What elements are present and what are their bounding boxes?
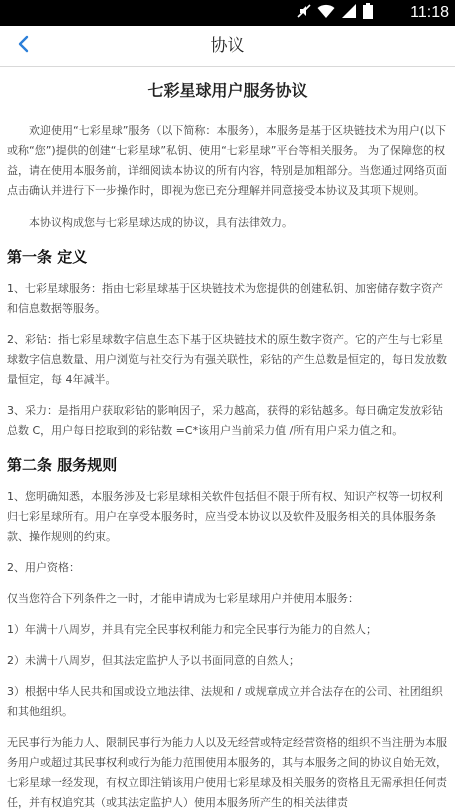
rule-item-2: 2、用户资格：	[7, 561, 80, 574]
intro-paragraph-2: 本协议构成您与七彩星球达成的协议，具有法律效力。	[29, 216, 293, 229]
definition-item-3: 3、采力：是指用户获取彩钻的影响因子，采力越高，获得的彩钻越多。每日确定发放彩钻总数 C，用户每日挖取到的彩钻数 =C*该用户当前采力值 /所有用户采力值之和。	[7, 404, 443, 437]
intro-paragraph: 欢迎使用“七彩星球”服务（以下简称：本服务），本服务是基于区块链技术为用户(以下或称“您”)提供的创建“七彩星球”私钥、使用“七彩星球”平台等相关服务。 为了保障您的权益，请在使用本服务前，详细阅读本协议的所有内容，特别是加粗部分。当您通过网络页面点击确认并进行下一步操作时，即视为您已充分理解并同意接受本协议及其项下规则。	[7, 124, 447, 197]
nav-bar	[0, 26, 455, 67]
signal-icon	[341, 3, 357, 23]
agreement-content[interactable]	[0, 67, 455, 809]
rule-item-1: 1、您明确知悉，本服务涉及七彩星球相关软件包括但不限于所有权、知识产权等一切权利归七彩星球所有。用户在享受本服务时，应当受本协议以及软件及服务相关的具体服务条款、操作规则的约束。	[7, 490, 443, 543]
eligibility-item-2: 2）未满十八周岁，但其法定监护人予以书面同意的自然人；	[7, 654, 300, 667]
rule-eligibility-lead: 仅当您符合下列条件之一时，才能申请成为七彩星球用户并使用本服务：	[7, 592, 359, 605]
section-heading-definitions: 第一条 定义	[7, 248, 88, 266]
mute-icon	[297, 3, 311, 23]
definition-item-1: 1、七彩星球服务：指由七彩星球基于区块链技术为您提供的创建私钥、加密储存数字资产和信息数据等服务。	[7, 282, 443, 315]
battery-icon	[363, 3, 373, 23]
status-bar	[0, 0, 455, 26]
page-title: 协议	[210, 36, 245, 56]
status-time: 11:18	[410, 4, 449, 21]
wifi-icon	[317, 3, 335, 23]
status-icons	[297, 4, 373, 22]
eligibility-note: 无民事行为能力人、限制民事行为能力人以及无经营或特定经营资格的组织不当注册为本服务用户或超过其民事权利或行为能力范围使用本服务的，其与本服务之间的协议自始无效，七彩星球一经发现，有权立即注销该用户使用七彩星球及相关服务的资格且无需承担任何责任，并有权追究其（或其法定监护人）使用本服务所产生的相关法律责	[7, 736, 447, 809]
document-title: 七彩星球用户服务协议	[147, 81, 308, 100]
eligibility-item-1: 1）年满十八周岁，并具有完全民事权利能力和完全民事行为能力的自然人；	[7, 623, 377, 636]
section-heading-service-rules: 第二条 服务规则	[7, 456, 118, 474]
eligibility-item-3: 3）根据中华人民共和国或设立地法律、法规和 / 或规章成立并合法存在的公司、社团组织和其他组织。	[7, 685, 443, 718]
definition-item-2: 2、彩钻：指七彩星球数字信息生态下基于区块链技术的原生数字资产。它的产生与七彩星球数字信息数量、用户浏览与社交行为有强关联性，彩钻的产生总数是恒定的，每日发放数量恒定，每 4年减半。	[7, 333, 447, 386]
